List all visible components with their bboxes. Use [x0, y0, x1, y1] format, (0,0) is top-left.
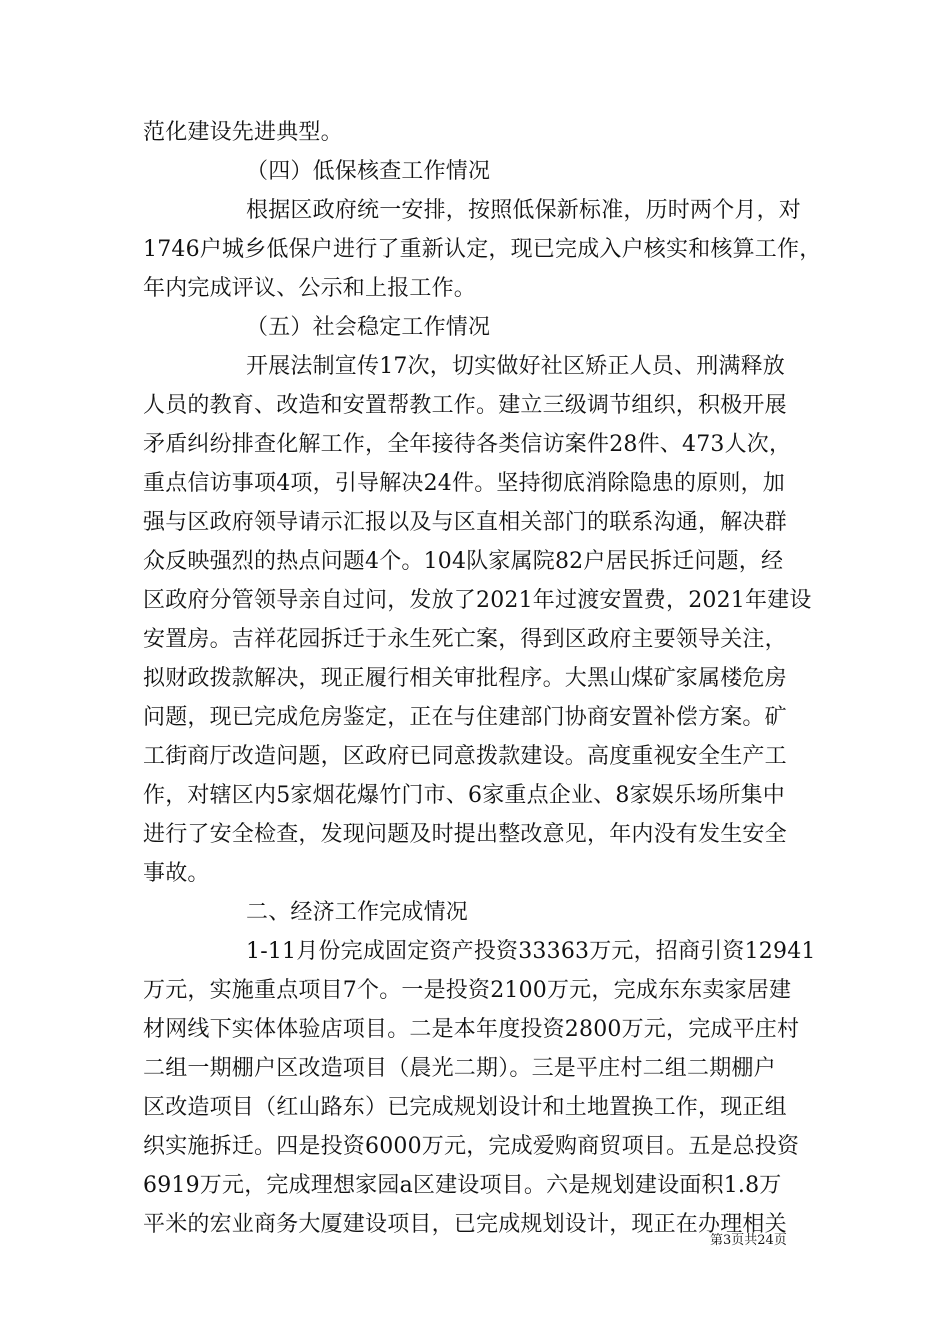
- paragraph-line: 二组一期棚户区改造项目（晨光二期）。三是平庄村二组二期棚户: [143, 1056, 776, 1081]
- paragraph-line: 区改造项目（红山路东）已完成规划设计和土地置换工作，现正组: [143, 1095, 787, 1120]
- paragraph-line: 材网线下实体体验店项目。二是本年度投资2800万元，完成平庄村: [143, 1017, 800, 1042]
- paragraph-line: 人员的教育、改造和安置帮教工作。建立三级调节组织，积极开展: [143, 393, 787, 418]
- paragraph-line: 万元，实施重点项目7个。一是投资2100万元，完成东东卖家居建: [143, 978, 792, 1003]
- paragraph-line: 重点信访事项4项，引导解决24件。坚持彻底消除隐患的原则，加: [143, 471, 785, 496]
- paragraph-line: 平米的宏业商务大厦建设项目，已完成规划设计，现正在办理相关: [143, 1212, 787, 1237]
- paragraph-line: 拟财政拨款解决，现正履行相关审批程序。大黑山煤矿家属楼危房: [143, 666, 787, 691]
- paragraph-line: 众反映强烈的热点问题4个。104队家属院82户居民拆迁问题，经: [143, 549, 784, 574]
- paragraph-line: 6919万元，完成理想家园a区建设项目。六是规划建设面积1.8万: [143, 1173, 782, 1198]
- paragraph-line: 区政府分管领导亲自过问，发放了2021年过渡安置费，2021年建设: [143, 588, 812, 613]
- paragraph-line: 根据区政府统一安排，按照低保新标准，历时两个月，对: [246, 198, 802, 223]
- paragraph-line: 强与区政府领导请示汇报以及与区直相关部门的联系沟通，解决群: [143, 510, 787, 535]
- section-heading: 二、经济工作完成情况: [246, 900, 469, 925]
- paragraph-line: 开展法制宣传17次，切实做好社区矫正人员、刑满释放: [246, 354, 785, 379]
- paragraph-line: 事故。: [143, 861, 210, 886]
- paragraph-line: 年内完成评议、公示和上报工作。: [143, 276, 477, 301]
- paragraph-line: 进行了安全检查，发现问题及时提出整改意见，年内没有发生安全: [143, 822, 787, 847]
- paragraph-line: 安置房。吉祥花园拆迁于永生死亡案，得到区政府主要领导关注，: [143, 627, 787, 652]
- paragraph-line: 1746户城乡低保户进行了重新认定，现已完成入户核实和核算工作，: [143, 237, 822, 262]
- page-number-footer: 第3页共24页: [710, 1233, 787, 1248]
- text-line: 范化建设先进典型。: [143, 120, 343, 145]
- section-heading: （四）低保核查工作情况: [246, 159, 491, 184]
- section-heading: （五）社会稳定工作情况: [246, 315, 491, 340]
- paragraph-line: 问题，现已完成危房鉴定，正在与住建部门协商安置补偿方案。矿: [143, 705, 787, 730]
- paragraph-line: 工街商厅改造问题，区政府已同意拨款建设。高度重视安全生产工: [143, 744, 787, 769]
- paragraph-line: 作，对辖区内5家烟花爆竹门市、6家重点企业、8家娱乐场所集中: [143, 783, 785, 808]
- paragraph-line: 织实施拆迁。四是投资6000万元，完成爱购商贸项目。五是总投资: [143, 1134, 800, 1159]
- paragraph-line: 矛盾纠纷排查化解工作，全年接待各类信访案件28件、473人次，: [143, 432, 792, 457]
- paragraph-line: 1-11月份完成固定资产投资33363万元，招商引资12941: [246, 939, 816, 964]
